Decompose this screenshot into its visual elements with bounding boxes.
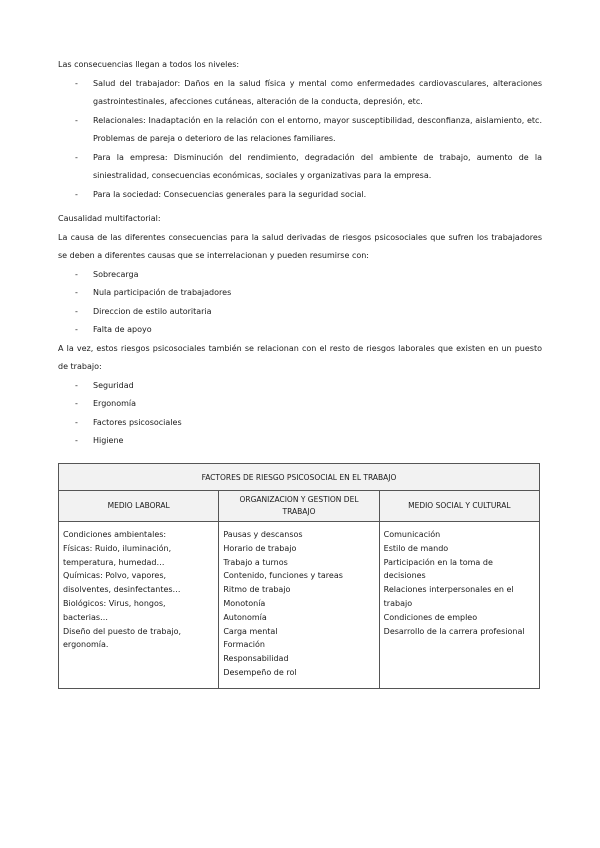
cell-line: Condiciones de empleo <box>383 612 478 622</box>
cell-line: Trabajo a turnos <box>223 557 288 567</box>
cell-line: Responsabilidad <box>223 654 289 664</box>
document-body <box>58 56 542 451</box>
cell-line: trabajo <box>383 598 413 608</box>
column-header-medio-social: MEDIO SOCIAL Y CULTURAL <box>379 491 539 522</box>
cell-line: Físicas: Ruido, iluminación, <box>63 543 172 553</box>
cell-line: Relaciones interpersonales en el <box>383 585 514 595</box>
table-cell-medio-social <box>379 522 539 689</box>
list-item: - Para la sociedad: Consecuencias generales para la seguridad social. <box>58 186 542 205</box>
list-item: - Sobrecarga <box>58 266 542 285</box>
risk-factors-table-wrap <box>58 463 540 689</box>
list-item: - Higiene <box>58 432 542 451</box>
cell-line: temperatura, humedad… <box>63 557 165 567</box>
table-title: FACTORES DE RIESGO PSICOSOCIAL EN EL TRABAJO <box>59 464 540 491</box>
cell-line: Estilo de mando <box>383 543 449 553</box>
cell-line: Ritmo de trabajo <box>223 585 291 595</box>
cell-line: Autonomía <box>223 612 267 622</box>
table-cell-organizacion <box>219 522 379 689</box>
cell-line: Biológicos: Virus, hongos, <box>63 598 166 608</box>
list-item: - Salud del trabajador: Daños en la salud física y mental como enfermedades cardiovasculares, alteraciones gastrointestinales, afecciones cutáneas, alteración de la conducta, depresión, etc. <box>58 75 542 112</box>
cell-line: Condiciones ambientales: <box>63 530 167 539</box>
cell-line: Horario de trabajo <box>223 543 297 553</box>
list-item: - Relacionales: Inadaptación en la relación con el entorno, mayor susceptibilidad, desconfianza, aislamiento, etc. Problemas de pareja o deterioro de las relaciones familiares. <box>58 112 542 149</box>
cell-line: bacterias… <box>63 612 109 622</box>
consequences-list <box>58 75 542 205</box>
cell-line: decisiones <box>383 571 426 581</box>
cell-line: Desarrollo de la carrera profesional <box>383 626 525 636</box>
cell-line: Pausas y descansos <box>223 530 303 539</box>
cell-line: Comunicación <box>383 530 441 539</box>
cell-line: Desempeño de rol <box>223 667 297 677</box>
cell-line: disolventes, desinfectantes… <box>63 585 181 595</box>
cell-line: Participación en la toma de <box>383 557 493 567</box>
cell-line: Formación <box>223 640 265 650</box>
cell-line: Carga mental <box>223 626 278 636</box>
cell-line: Monotonía <box>223 598 266 608</box>
related-risks-paragraph: A la vez, estos riesgos psicosociales también se relacionan con el resto de riesgos laborales que existen en un puesto de trabajo: <box>58 343 542 371</box>
cell-line: Contenido, funciones y tareas <box>223 571 343 581</box>
list-item: - Ergonomía <box>58 395 542 414</box>
list-item: - Factores psicosociales <box>58 414 542 433</box>
cell-line: Químicas: Polvo, vapores, <box>63 571 167 581</box>
consequences-intro: Las consecuencias llegan a todos los niveles: <box>58 60 240 69</box>
causes-list <box>58 266 542 340</box>
list-item: - Falta de apoyo <box>58 321 542 340</box>
causes-paragraph: La causa de las diferentes consecuencias para la salud derivadas de riesgos psicosociales que sufren los trabajadores se deben a diferentes causas que se interrelacionan y pueden resumirse con: <box>58 232 542 260</box>
column-header-medio-laboral: MEDIO LABORAL <box>59 491 219 522</box>
section-heading: Causalidad multifactorial: <box>58 214 161 223</box>
list-item: - Seguridad <box>58 377 542 396</box>
cell-line: ergonomía. <box>63 640 109 650</box>
cell-line: Diseño del puesto de trabajo, <box>63 626 182 636</box>
column-header-organizacion: ORGANIZACION Y GESTION DEL TRABAJO <box>219 491 379 522</box>
risk-factors-table <box>58 463 540 689</box>
list-item: - Direccion de estilo autoritaria <box>58 303 542 322</box>
related-risks-list <box>58 377 542 451</box>
list-item: - Para la empresa: Disminución del rendimiento, degradación del ambiente de trabajo, aumento de la siniestralidad, consecuencias económicas, sociales y organizativas para la empresa. <box>58 149 542 186</box>
table-cell-medio-laboral <box>59 522 219 689</box>
list-item: - Nula participación de trabajadores <box>58 284 542 303</box>
